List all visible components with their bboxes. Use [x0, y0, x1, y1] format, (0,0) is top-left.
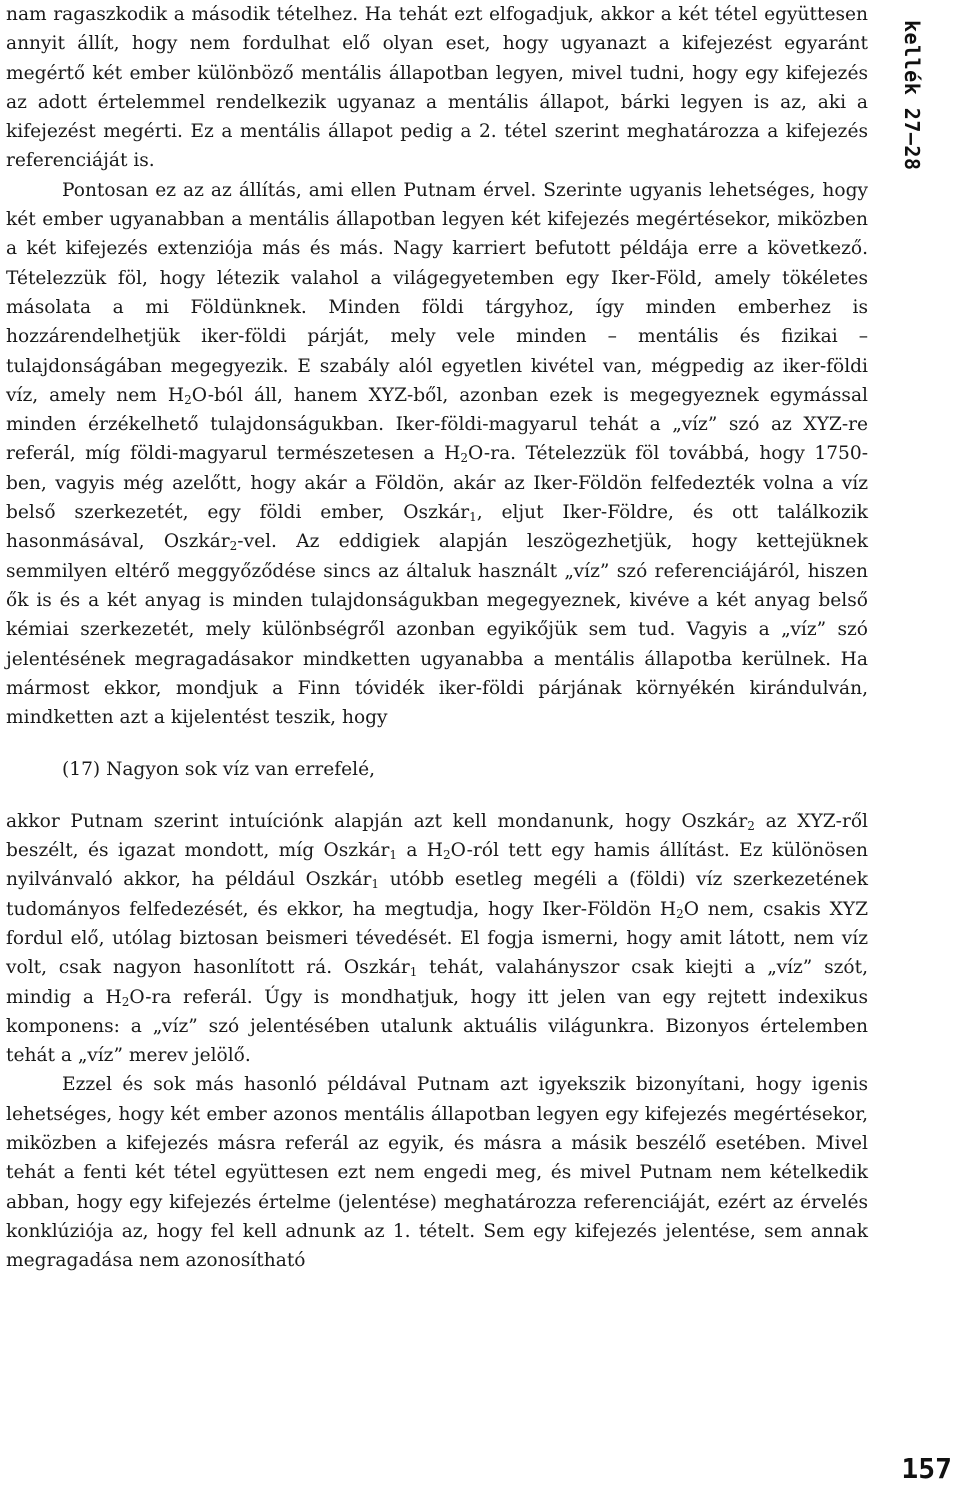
running-head: [900, 20, 960, 244]
body-text: [6, 0, 868, 1275]
paragraph-continuation: nam ragaszkodik a második tételhez. Ha tehát ezt elfogadjuk, akkor a két tétel együttesen annyit állít, hogy nem fordulhat elő olyan eset, hogy ugyanazt a kifejezést egyaránt megértő két ember különböző mentális állapotban legyen, mivel tudni, hogy egy kifejezés az adott értelemmel rendelkezik ugyanaz a mentális állapot, bárki legyen is az, aki a kifejezést megérti. Ez a mentális állapot pedig a 2. tétel szerint meghatározza a kifejezés referenciáját is.: [6, 4, 868, 172]
paragraph-conclusion: Ezzel és sok más hasonló példával Putnam azt igyekszik bizonyítani, hogy igenis lehetséges, hogy két ember azonos mentális állapotban legyen egy kifejezés megértésekor, miközben a kifejezés másra referál az egyik, és másra a másik beszélő esetében. Mivel tehát a fenti két tétel együttesen ezt nem engedi meg, és mivel Putnam nem kételkedik abban, hogy egy kifejezés értelme (jelentése) meghatározza referenciáját, ezért az érvelés konklúziója az, hogy fel kell adnunk az 1. tételt. Sem egy kifejezés jelentése, sem annak megragadása nem azonosítható: [6, 1074, 868, 1272]
numbered-example-17: (17) Nagyon sok víz van errefelé,: [62, 759, 375, 781]
page-number: 157: [901, 1452, 952, 1485]
paragraph-putnam-argument: Pontosan ez az az állítás, ami ellen Putnam érvel. Szerinte ugyanis lehetséges, hogy két ember ugyanabban a mentális állapotban legyen két kifejezés megértésekor, miközben a két kifejezés extenziója más és más. Nagy karriert befutott példája erre a következő. Tételezzük föl, hogy létezik valahol a világegyetemben egy Iker-Föld, amely tökéletes másolata a mi Földünknek. Minden földi tárgyhoz, így minden emberhez is hozzárendelhetjük iker-földi párját, mely vele minden – mentális és fizikai – tulajdonságában megegyezik. E szabály alól egyetlen kivétel van, mégpedig az iker-földi víz, amely nem $H_2O$-ból áll, hanem XYZ-ből, azonban ezek is megegyeznek egymással minden érzékelhető tulajdonságukban. Iker-földi-magyarul tehát a „víz” szó az XYZ-re referál, míg földi-magyarul természetesen a $H_2O-ra$. Tételezzük föl továbbá, hogy 1750-ben, vagyis még azelőtt, hogy akár a Földön, akár az Iker-Földön felfedezték volna a víz belső szerkezetét, egy földi ember, Oszkár$_1$, eljut Iker-Földre, és ott találkozik hasonmásával, Oszkár$_2$-vel. Az eddigiek alapján leszögezhetjük, hogy kettejüknek semmilyen eltérő meggyőződése sincs az általuk használt „víz” szó referenciájáról, hiszen ők is és a két anyag is minden tulajdonságukban megegyeznek, kivéve a két anyag belső kémiai szerkezetét, mely különbségről azonban egyikőjük sem tud. Vagyis a „víz” szó jelentésének megragadásakor mindketten ugyanabba a mentális állapotba kerülnek. Ha mármost ekkor, mondjuk a Finn tóvidék iker-földi párjának környékén kirándulván, mindketten azt a kijelentést teszik, hogy: [6, 179, 869, 729]
journal-title: kellék 27–28: [900, 20, 924, 171]
paragraph-intuition: akkor Putnam szerint intuíciónk alapján azt kell mondanunk, hogy Oszkár$_2$ az XYZ-ről beszélt, és igazat mondott, míg Oszkár$_1$ a $H_2O$-ról tett egy hamis állítást. Ez különösen nyilvánvaló akkor, ha például Oszkár$_1$ utóbb esetleg megéli a (földi) víz szerkezetének tudományos felfedezését, és ekkor, ha megtudja, hogy Iker-Földön $H_2O$ nem, csakis XYZ fordul elő, utólag biztosan beismeri tévedését. El fogja ismerni, hogy amit látott, nem víz volt, csak nagyon hasonlított rá. Oszkár$_1$ tehát, valahányszor csak kiejti a „víz” szót, mindig a $H_2O-ra$ referál. Úgy is mondhatjuk, hogy itt jelen van egy rejtett indexikus komponens: a „víz” szó jelentésében utalunk aktuális világunkra. Bizonyos értelemben tehát a „víz” merev jelölő.: [6, 810, 869, 1067]
